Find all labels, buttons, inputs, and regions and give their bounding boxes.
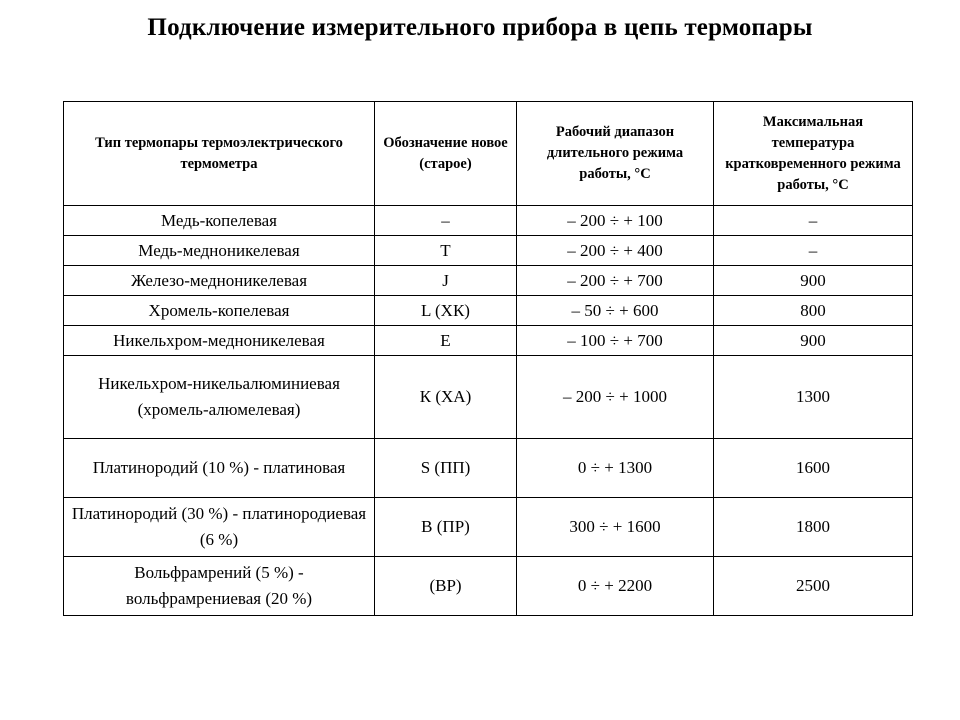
- cell-working-range: – 200 ÷ + 1000: [517, 356, 714, 439]
- table-header-row: [64, 102, 913, 206]
- cell-designation: Е: [375, 326, 517, 356]
- table-row: [64, 356, 913, 439]
- table-row: [64, 296, 913, 326]
- cell-max-temperature: 900: [714, 326, 913, 356]
- cell-type: Медь-медноникелевая: [64, 236, 375, 266]
- cell-max-temperature: –: [714, 236, 913, 266]
- cell-working-range: 0 ÷ + 1300: [517, 439, 714, 498]
- cell-type: Хромель-копелевая: [64, 296, 375, 326]
- cell-working-range: – 50 ÷ + 600: [517, 296, 714, 326]
- cell-type: Платинородий (10 %) - платиновая: [64, 439, 375, 498]
- header-max-temperature: Максимальная температура кратковременного режима работы, °С: [714, 102, 913, 206]
- table-row: [64, 266, 913, 296]
- cell-type: Вольфрамрений (5 %) - вольфрамрениевая (20 %): [64, 557, 375, 616]
- cell-max-temperature: 900: [714, 266, 913, 296]
- cell-max-temperature: 800: [714, 296, 913, 326]
- cell-max-temperature: –: [714, 206, 913, 236]
- cell-max-temperature: 1300: [714, 356, 913, 439]
- cell-type: Медь-копелевая: [64, 206, 375, 236]
- cell-type: Никельхром-медноникелевая: [64, 326, 375, 356]
- table-row: [64, 498, 913, 557]
- cell-designation: S (ПП): [375, 439, 517, 498]
- cell-designation: К (ХА): [375, 356, 517, 439]
- cell-designation: (ВР): [375, 557, 517, 616]
- cell-max-temperature: 1800: [714, 498, 913, 557]
- table-row: [64, 326, 913, 356]
- table-row: [64, 206, 913, 236]
- page-title: Подключение измерительного прибора в цепь термопары: [147, 14, 813, 41]
- thermocouple-table: [63, 101, 913, 616]
- cell-working-range: – 100 ÷ + 700: [517, 326, 714, 356]
- cell-max-temperature: 2500: [714, 557, 913, 616]
- cell-working-range: – 200 ÷ + 700: [517, 266, 714, 296]
- cell-designation: –: [375, 206, 517, 236]
- cell-working-range: – 200 ÷ + 100: [517, 206, 714, 236]
- cell-working-range: 0 ÷ + 2200: [517, 557, 714, 616]
- cell-working-range: – 200 ÷ + 400: [517, 236, 714, 266]
- cell-designation: Т: [375, 236, 517, 266]
- cell-max-temperature: 1600: [714, 439, 913, 498]
- table-row: [64, 557, 913, 616]
- cell-designation: В (ПР): [375, 498, 517, 557]
- header-working-range: Рабочий диапазон длительного режима работы, °С: [517, 102, 714, 206]
- cell-type: Платинородий (30 %) - платинородиевая (6 %): [64, 498, 375, 557]
- header-type: Тип термопары термоэлектрического термометра: [64, 102, 375, 206]
- cell-type: Никельхром-никельалюминиевая (хромель-алюмелевая): [64, 356, 375, 439]
- cell-designation: L (ХК): [375, 296, 517, 326]
- cell-designation: J: [375, 266, 517, 296]
- header-designation: Обозначение новое (старое): [375, 102, 517, 206]
- cell-type: Железо-медноникелевая: [64, 266, 375, 296]
- table-row: [64, 236, 913, 266]
- cell-working-range: 300 ÷ + 1600: [517, 498, 714, 557]
- table-row: [64, 439, 913, 498]
